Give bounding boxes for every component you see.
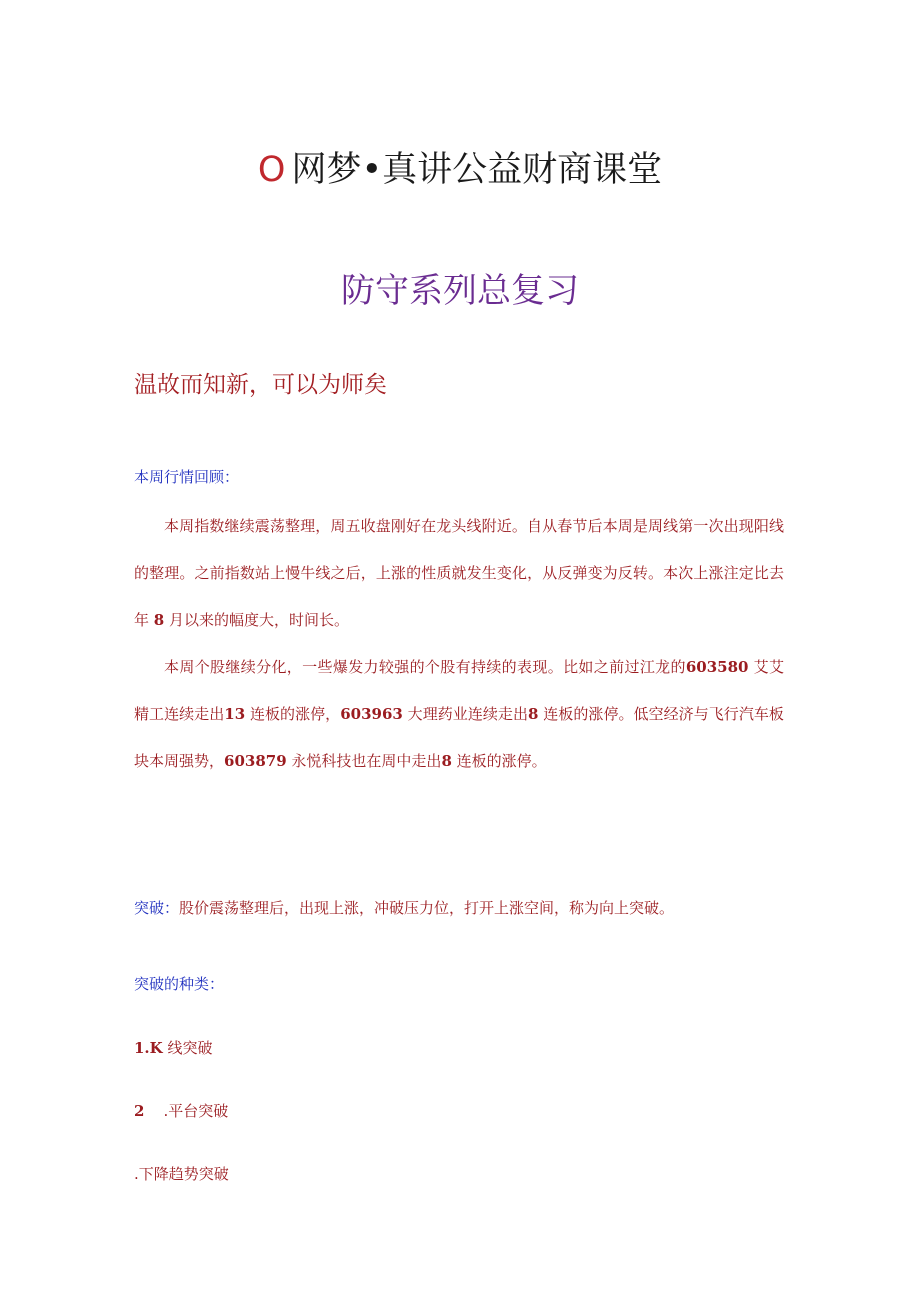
breakout-term: 突破： (134, 899, 180, 917)
list-item-number: 1.K (134, 1039, 163, 1057)
para2-text-a: 本周个股继续分化，一些爆发力较强的个股有持续的表现。比如之前过江龙的 (164, 658, 686, 676)
para2-text-d: 大理药业连续走出 (407, 705, 529, 723)
streak-number: 8 (528, 705, 539, 723)
stock-code: 603963 (340, 705, 403, 723)
para2-text-f: 永悦科技也在周中走出 (291, 752, 442, 770)
header-text: 网梦•真讲公益财商课堂 (291, 150, 663, 190)
page-title: 防守系列总复习 (341, 271, 579, 311)
list-item-text: 线突破 (167, 1039, 213, 1057)
review-paragraph-1 (134, 503, 784, 644)
review-label: 本周行情回顾： (134, 468, 240, 486)
para1-text: 本周指数继续震荡整理，周五收盘刚好在龙头线附近。自从春节后本周是周线第一次出现阳线的整理。之前指数站上慢牛线之后，上涨的性质就发生变化，从反弹变为反转。本次上涨注定比去年 (134, 517, 784, 629)
stock-code: 603580 (685, 658, 749, 676)
stock-code: 603879 (224, 752, 287, 770)
list-item-text: .下降趋势突破 (134, 1165, 229, 1183)
streak-number: 8 (441, 752, 452, 770)
motto: 温故而知新，可以为师矣 (134, 372, 387, 398)
breakout-definition (134, 896, 674, 920)
header-brand (0, 145, 920, 195)
para2-text-g: 连板的涨停。 (456, 752, 547, 770)
review-paragraph-2 (134, 644, 784, 785)
para2-text-e: 连板的涨停。低空经济与飞行汽车板块本周强势， (134, 705, 784, 770)
para2-text-b: 艾艾精工连续走出 (134, 658, 784, 723)
list-item-number: 2 (134, 1102, 145, 1120)
logo-mark: O (257, 150, 286, 190)
para1-end: 月以来的幅度大，时间长。 (169, 611, 350, 629)
list-item (134, 1162, 229, 1186)
para1-number: 8 (153, 611, 165, 629)
streak-number: 13 (224, 705, 246, 723)
para2-text-c: 连板的涨停， (249, 705, 341, 723)
list-item (134, 1036, 213, 1060)
breakout-definition-text: 股价震荡整理后，出现上涨，冲破压力位，打开上涨空间，称为向上突破。 (179, 899, 675, 917)
list-item-text: .平台突破 (163, 1102, 229, 1120)
breakout-types-label: 突破的种类： (134, 975, 225, 993)
list-item (134, 1099, 228, 1123)
